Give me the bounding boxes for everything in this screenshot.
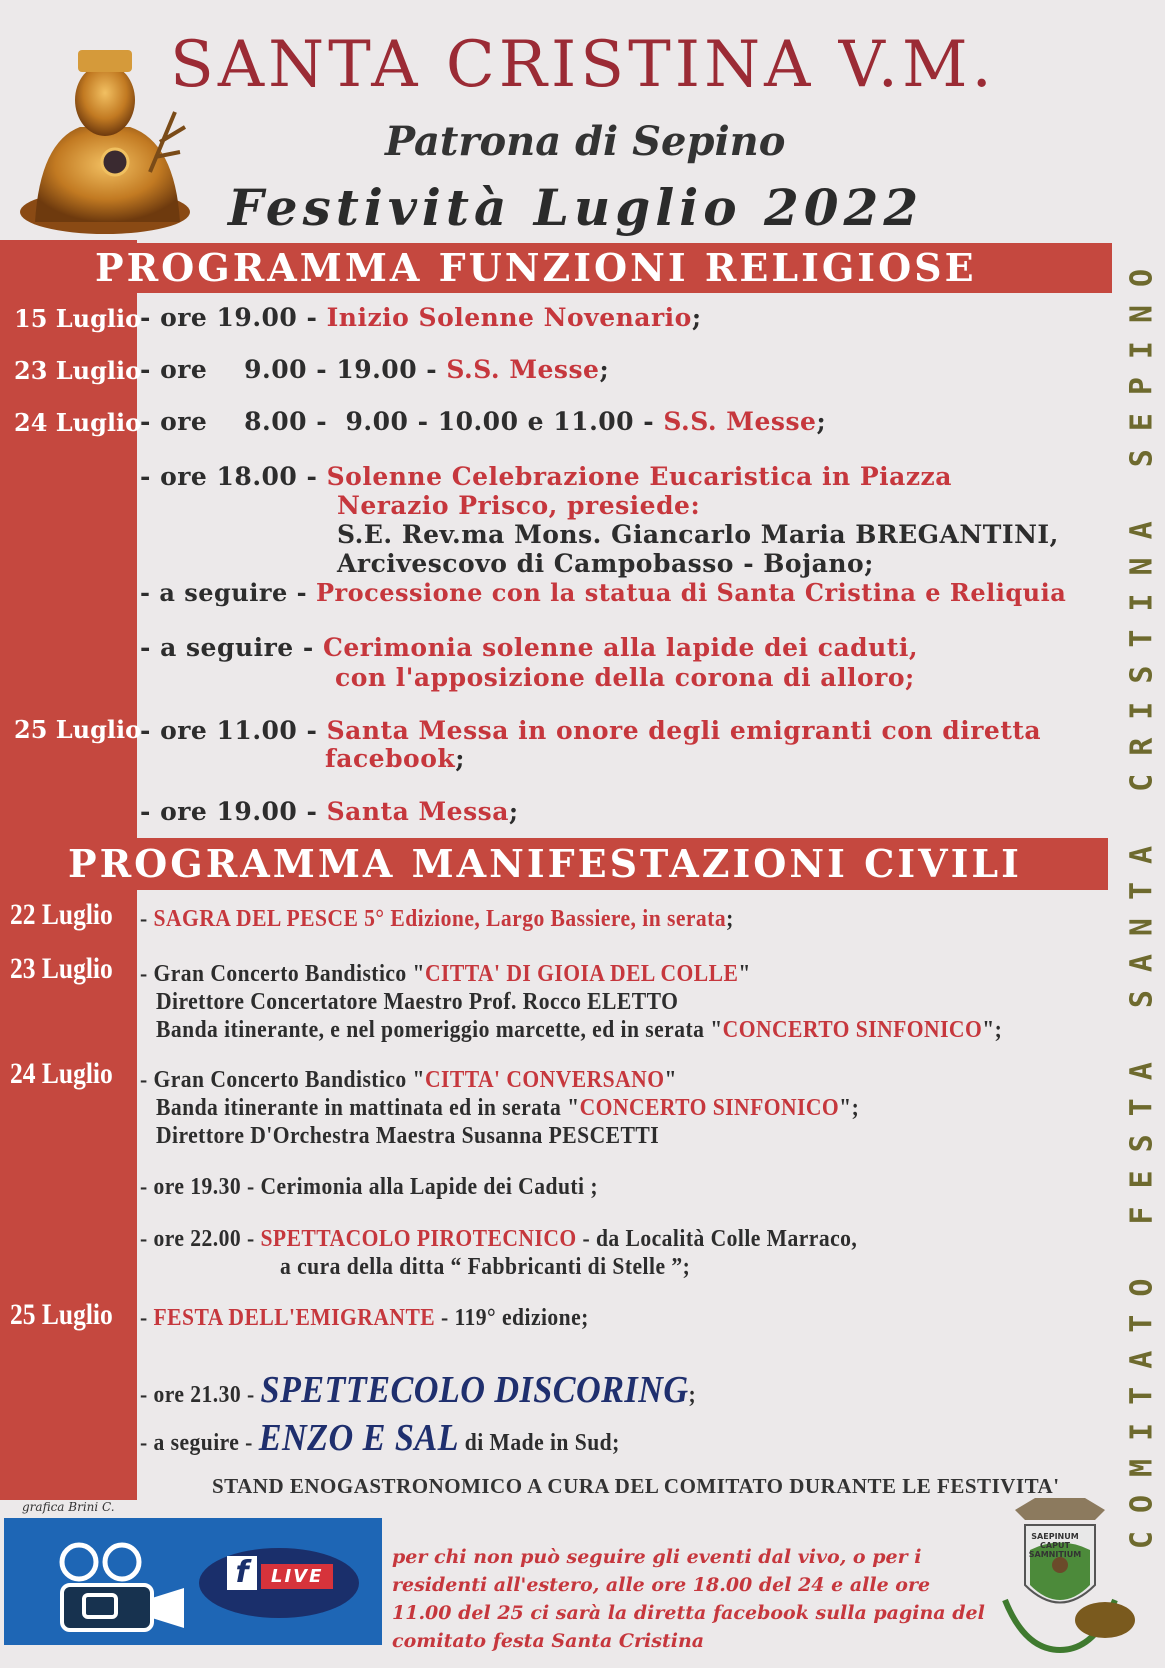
date-label: 25 Luglio bbox=[14, 715, 142, 744]
religious-row-cont: facebook; bbox=[325, 744, 465, 773]
facebook-live-panel bbox=[4, 1518, 382, 1645]
civil-row: - ore 19.30 - Cerimonia alla Lapide dei Caduti ; bbox=[140, 1174, 598, 1200]
religious-row-cont: con l'apposizione della corona di alloro; bbox=[335, 663, 915, 692]
religious-row: - ore 8.00 - 9.00 - 10.00 e 11.00 - S.S. Messe; bbox=[140, 407, 827, 436]
video-camera-icon bbox=[54, 1540, 204, 1635]
civil-row: - SAGRA DEL PESCE 5° Edizione, Largo Bassiere, in serata; bbox=[140, 906, 734, 932]
poster-subtitle: Patrona di Sepino bbox=[385, 118, 786, 165]
religious-row-cont: Arcivescovo di Campobasso - Bojano; bbox=[337, 549, 874, 578]
live-streaming-note: per chi non può seguire gli eventi dal vivo, o per i residenti all'estero, alle ore 18.00 del 24 e alle ore 11.00 del 25 ci sarà la diretta facebook sulla pagina del comitato festa Santa Cristina bbox=[392, 1546, 985, 1652]
date-label: 24 Luglio bbox=[14, 408, 142, 437]
religious-row: - ore 18.00 - Solenne Celebrazione Eucaristica in Piazza bbox=[140, 462, 952, 491]
civil-row-cont: Direttore D'Orchestra Maestra Susanna PESCETTI bbox=[156, 1123, 660, 1149]
civil-program-heading: PROGRAMMA MANIFESTAZIONI CIVILI bbox=[0, 838, 1108, 890]
religious-row: - ore 19.00 - Santa Messa; bbox=[140, 797, 519, 826]
date-label: 24 Luglio bbox=[10, 1057, 113, 1090]
civil-row: - FESTA DELL'EMIGRANTE - 119° edizione; bbox=[140, 1305, 589, 1331]
religious-row: - a seguire - Processione con la statua di Santa Cristina e Reliquia bbox=[140, 578, 1067, 607]
festivity-line: Festività Luglio 2022 bbox=[228, 178, 924, 237]
civil-row: - a seguire - ENZO E SAL di Made in Sud; bbox=[140, 1417, 620, 1459]
sepino-crest-icon bbox=[985, 1490, 1135, 1660]
live-badge bbox=[199, 1548, 359, 1618]
religious-program-heading: PROGRAMMA FUNZIONI RELIGIOSE bbox=[0, 243, 1112, 293]
date-label: 23 Luglio bbox=[10, 952, 113, 985]
civil-row-cont: Direttore Concertatore Maestro Prof. Rocco ELETTO bbox=[156, 989, 679, 1015]
civil-row: - ore 22.00 - SPETTACOLO PIROTECNICO - da Località Colle Marraco, bbox=[140, 1226, 858, 1252]
civil-row-cont: a cura della ditta “ Fabbricanti di Stelle ”; bbox=[280, 1254, 691, 1280]
religious-row: - ore 19.00 - Inizio Solenne Novenario; bbox=[140, 303, 702, 332]
date-label: 15 Luglio bbox=[14, 304, 142, 333]
committee-vertical-text: COMITATO FESTA SANTA CRISTINA SEPINO bbox=[1124, 250, 1160, 1550]
date-label: 23 Luglio bbox=[14, 356, 142, 385]
design-credit: grafica Brini C. bbox=[22, 1500, 115, 1514]
civil-row: - ore 21.30 - SPETTECOLO DISCORING; bbox=[140, 1369, 697, 1411]
crest-motto: SAEPINUM CAPUT SAMNITIUM bbox=[1028, 1532, 1082, 1559]
civil-row: - Gran Concerto Bandistico "CITTA' CONVERSANO" bbox=[140, 1067, 677, 1093]
religious-row-cont: Nerazio Prisco, presiede: bbox=[337, 491, 701, 520]
religious-row-cont: S.E. Rev.ma Mons. Giancarlo Maria BREGANTINI, bbox=[337, 520, 1059, 549]
religious-row: - ore 11.00 - Santa Messa in onore degli emigranti con diretta bbox=[140, 716, 1042, 745]
civil-row-cont: Banda itinerante in mattinata ed in serata "CONCERTO SINFONICO"; bbox=[156, 1095, 860, 1121]
civil-row: - Gran Concerto Bandistico "CITTA' DI GIOIA DEL COLLE" bbox=[140, 961, 751, 987]
civil-row-cont: Banda itinerante, e nel pomeriggio marcette, ed in serata "CONCERTO SINFONICO"; bbox=[156, 1017, 1003, 1043]
poster-title: SANTA CRISTINA V.M. bbox=[170, 28, 996, 102]
food-stand-note: STAND ENOGASTRONOMICO A CURA DEL COMITATO DURANTE LE FESTIVITA' bbox=[212, 1474, 1060, 1498]
religious-row: - ore 9.00 - 19.00 - S.S. Messe; bbox=[140, 355, 610, 384]
date-label: 25 Luglio bbox=[10, 1298, 113, 1331]
live-label: LIVE bbox=[261, 1564, 333, 1589]
facebook-icon: f bbox=[227, 1556, 257, 1590]
religious-row: - a seguire - Cerimonia solenne alla lapide dei caduti, bbox=[140, 633, 919, 662]
date-label: 22 Luglio bbox=[10, 898, 113, 931]
